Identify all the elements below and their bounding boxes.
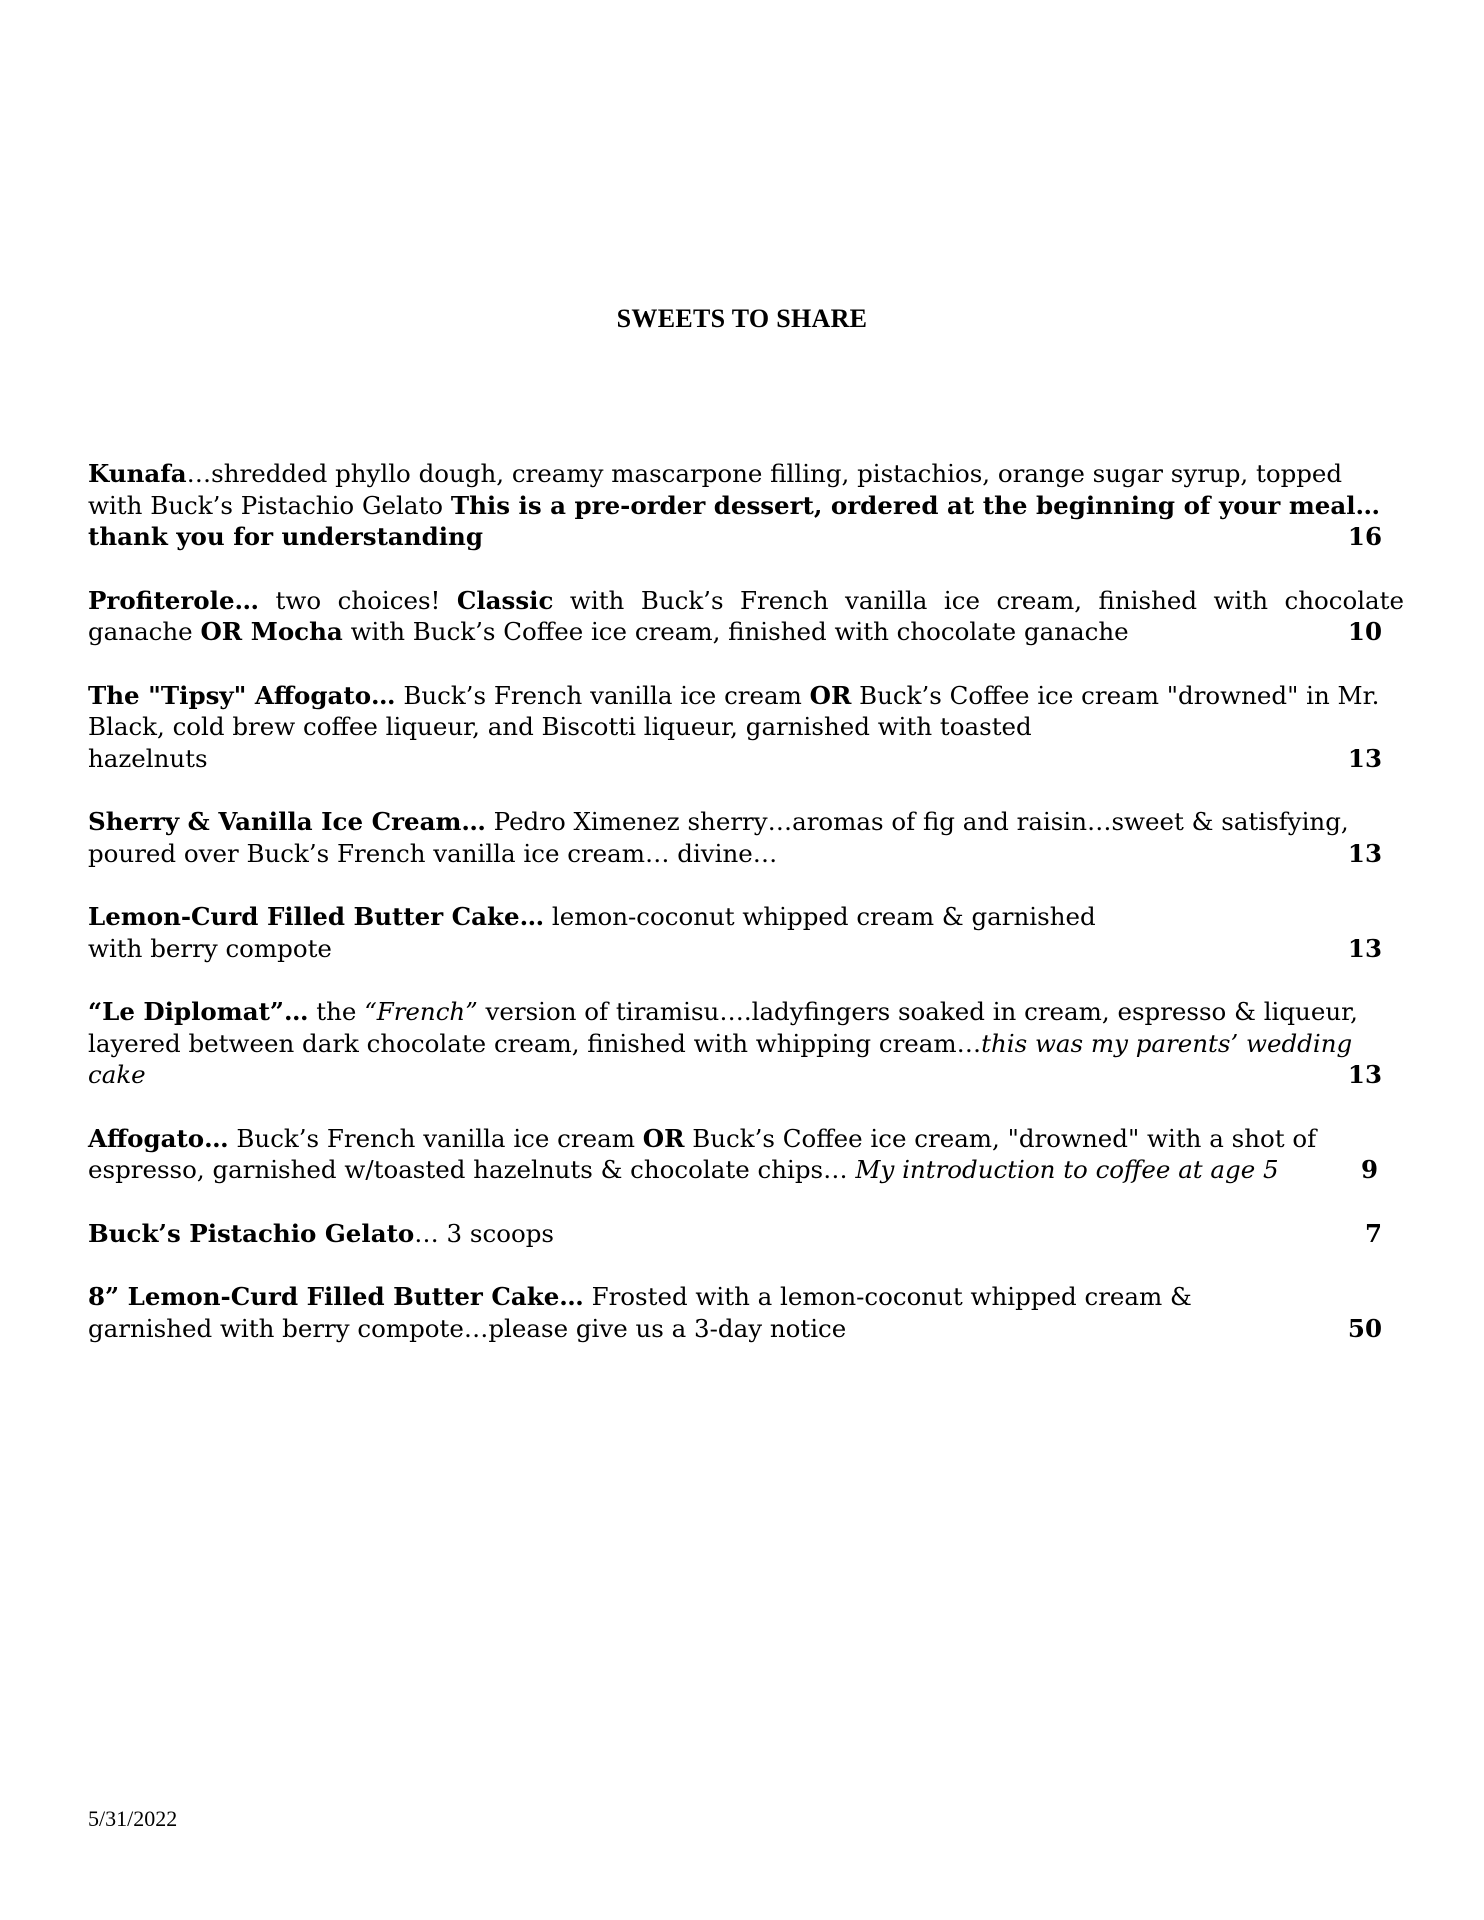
item-or: OR	[809, 680, 852, 710]
item-description-text: Frosted with a lemon-coconut whipped cream & garnished with berry compote…please give us a 3-day notice	[88, 1282, 1192, 1343]
item-name: The "Tipsy" Affogato…	[88, 680, 396, 710]
menu-item-tipsy-affogato	[88, 680, 1404, 775]
item-price: 13	[1347, 1060, 1382, 1089]
item-name: 8” Lemon-Curd Filled Butter Cake…	[88, 1282, 584, 1311]
footer-date: 5/31/2022	[88, 1806, 178, 1831]
item-italic-text: this was my parents’ wedding cake	[88, 1028, 1353, 1089]
page-title: SWEETS TO SHARE	[616, 304, 868, 333]
item-name: “Le Diplomat”…	[88, 997, 309, 1026]
item-description	[88, 458, 1404, 553]
item-description-text: hazelnuts	[88, 743, 208, 773]
item-description	[88, 806, 1404, 869]
item-description	[88, 901, 1404, 964]
item-italic-text: My introduction to coffee at age 5	[855, 1155, 1279, 1184]
item-description-text: Buck’s French vanilla ice cream	[228, 1123, 643, 1153]
item-name: Buck’s Pistachio Gelato	[88, 1218, 415, 1248]
item-description-text: with berry compote	[88, 933, 332, 963]
item-description-text: with Buck’s French vanilla ice cream, finished with chocolate ganache	[88, 585, 1404, 646]
item-description-text: the	[308, 997, 365, 1026]
menu-item-affogato	[88, 1123, 1404, 1186]
item-option-mocha: OR Mocha	[200, 617, 343, 646]
item-description-text: Pedro Ximenez sherry…aromas of fig and raisin…sweet & satisfying, poured over Buck’s French vanilla ice cream… divine…	[88, 807, 1349, 868]
item-description	[88, 996, 1404, 1091]
item-description-text: two choices!	[259, 585, 457, 615]
menu-item-pistachio-gelato	[88, 1218, 1404, 1250]
item-price: 13	[1347, 933, 1382, 963]
item-price: 13	[1347, 838, 1382, 868]
menu-item-lemon-curd-cake	[88, 901, 1404, 964]
item-description-text: with Buck’s Coffee ice cream, finished with chocolate ganache	[342, 617, 1129, 646]
item-price: 50	[1347, 1313, 1382, 1343]
item-description	[88, 680, 1404, 775]
item-preorder-note: This is a pre-order dessert, ordered at the beginning of your meal…thank you for understanding	[88, 490, 1381, 551]
item-description	[88, 1123, 1404, 1186]
item-name: Sherry & Vanilla Ice Cream…	[88, 807, 486, 836]
item-description-text: …shredded phyllo dough, creamy mascarpone filling, pistachios, orange sugar syrup, topped with Buck’s Pistachio Gelato	[88, 459, 1343, 520]
item-description-text: Buck’s Coffee ice cream, "drowned" with a shot of espresso, garnished w/toasted hazelnuts & chocolate chips…	[88, 1123, 1317, 1184]
menu-item-whole-cake	[88, 1281, 1404, 1344]
menu-item-kunafa	[88, 458, 1404, 553]
item-description-text: … 3 scoops	[414, 1218, 554, 1248]
item-price: 9	[1360, 1155, 1378, 1184]
item-italic-text: “French”	[364, 997, 478, 1026]
menu-item-sherry-vanilla	[88, 806, 1404, 869]
item-description-text: lemon-coconut whipped cream & garnished	[544, 902, 1096, 931]
dessert-menu	[88, 458, 1404, 1376]
item-description	[88, 1281, 1404, 1344]
item-name: Profiterole…	[88, 585, 260, 615]
item-description	[88, 585, 1404, 648]
menu-item-le-diplomat	[88, 996, 1404, 1091]
item-or: OR	[642, 1123, 685, 1153]
item-option-classic: Classic	[456, 585, 554, 615]
item-description-text: version of tiramisu….ladyfingers soaked in cream, espresso & liqueur, layered between dark chocolate cream, finished with whipping cream…	[88, 997, 1358, 1058]
item-name: Affogato…	[88, 1123, 229, 1153]
item-price: 10	[1347, 617, 1382, 646]
item-description-text: Buck’s French vanilla ice cream	[395, 680, 810, 710]
item-description	[88, 1218, 1404, 1250]
item-price: 16	[1347, 522, 1382, 551]
item-description-text: Buck’s Coffee ice cream "drowned" in Mr. Black, cold brew coffee liqueur, and Biscotti liqueur, garnished with toasted	[88, 680, 1380, 741]
menu-item-profiterole	[88, 585, 1404, 648]
item-price: 7	[1364, 1218, 1382, 1248]
item-price: 13	[1347, 743, 1382, 773]
item-name: Kunafa	[88, 459, 187, 488]
item-name: Lemon-Curd Filled Butter Cake…	[88, 902, 545, 931]
